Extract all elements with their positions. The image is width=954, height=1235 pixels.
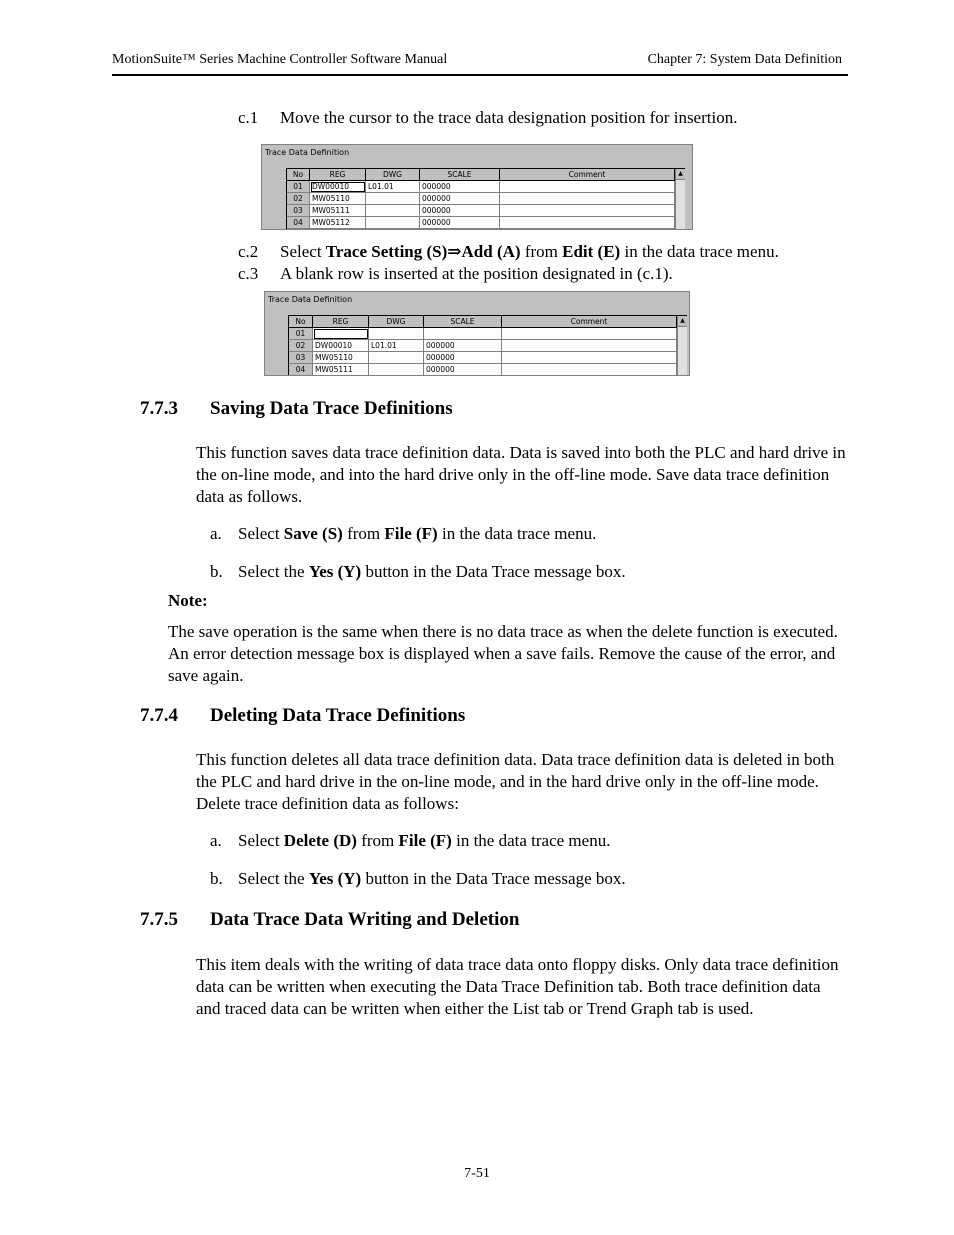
dwg-cell[interactable]: L01.01 bbox=[366, 181, 420, 193]
step-pre: Select the bbox=[238, 562, 309, 581]
scale-cell[interactable]: 000000 bbox=[420, 181, 500, 193]
menu-path-trace-setting-add: Trace Setting (S)⇒Add (A) bbox=[325, 242, 521, 261]
note-paragraph: The save operation is the same when there is no data trace as when the delete function is executed. An error detection message box is displayed when a save fails. Remove the cause of the error, and save again. bbox=[168, 622, 838, 685]
step-c2-pre: Select bbox=[280, 242, 326, 261]
comment-cell[interactable] bbox=[500, 181, 675, 193]
section-number: 7.7.3 bbox=[140, 398, 178, 419]
scale-cell[interactable]: 000000 bbox=[424, 340, 502, 352]
vertical-scrollbar[interactable] bbox=[675, 169, 685, 229]
menu-file: File (F) bbox=[398, 831, 452, 850]
dwg-cell[interactable] bbox=[369, 364, 424, 376]
dwg-cell[interactable] bbox=[369, 352, 424, 364]
comment-cell[interactable] bbox=[502, 328, 677, 340]
step-mid: from bbox=[342, 524, 385, 543]
section-heading-7-7-3 bbox=[140, 398, 453, 420]
col-dwg: DWG bbox=[366, 169, 420, 181]
row-no: 04 bbox=[289, 364, 313, 376]
menu-save: Save (S) bbox=[283, 524, 343, 543]
step-letter: a. bbox=[210, 831, 222, 850]
vertical-scrollbar[interactable] bbox=[677, 316, 687, 375]
col-reg: REG bbox=[313, 316, 369, 328]
step-post: button in the Data Trace message box. bbox=[361, 562, 626, 581]
reg-cell[interactable]: MW05111 bbox=[313, 364, 369, 376]
step-c3-text: A blank row is inserted at the position designated in (c.1). bbox=[280, 264, 673, 283]
row-no: 01 bbox=[287, 181, 310, 193]
dwg-cell[interactable] bbox=[366, 193, 420, 205]
step-pre: Select bbox=[238, 524, 284, 543]
section-heading-7-7-5 bbox=[140, 909, 519, 931]
dwg-cell[interactable] bbox=[369, 328, 424, 340]
comment-cell[interactable] bbox=[500, 217, 675, 229]
step-c2-post: in the data trace menu. bbox=[620, 242, 779, 261]
step-mid: from bbox=[356, 831, 399, 850]
reg-cell[interactable]: DW00010 bbox=[313, 340, 369, 352]
section-7-7-3-step-b bbox=[210, 562, 626, 582]
dwg-cell[interactable] bbox=[366, 205, 420, 217]
dwg-cell[interactable] bbox=[366, 217, 420, 229]
trace-definition-grid-1 bbox=[286, 168, 685, 230]
step-c1-number: c.1 bbox=[238, 108, 259, 127]
reg-cell[interactable]: MW05112 bbox=[310, 217, 366, 229]
col-reg: REG bbox=[310, 169, 366, 181]
section-7-7-3-step-a bbox=[210, 524, 596, 544]
col-dwg: DWG bbox=[369, 316, 424, 328]
comment-cell[interactable] bbox=[502, 352, 677, 364]
col-scale: SCALE bbox=[420, 169, 500, 181]
scale-cell[interactable]: 000000 bbox=[420, 217, 500, 229]
step-c2-number: c.2 bbox=[238, 242, 259, 261]
step-post: in the data trace menu. bbox=[451, 831, 611, 850]
step-letter: b. bbox=[210, 562, 223, 581]
row-no: 03 bbox=[287, 205, 310, 217]
menu-delete: Delete (D) bbox=[283, 831, 357, 850]
step-letter: a. bbox=[210, 524, 222, 543]
step-letter: b. bbox=[210, 869, 223, 888]
scale-cell[interactable]: 000000 bbox=[424, 352, 502, 364]
window-title: Trace Data Definition bbox=[265, 148, 350, 157]
comment-cell[interactable] bbox=[500, 205, 675, 217]
step-c1-text: Move the cursor to the trace data designation position for insertion. bbox=[280, 108, 738, 127]
header-manual-title: MotionSuite™ Series Machine Controller Software Manual bbox=[112, 52, 448, 67]
comment-cell[interactable] bbox=[502, 364, 677, 376]
scale-cell[interactable]: 000000 bbox=[420, 205, 500, 217]
step-c1 bbox=[238, 108, 737, 128]
step-c2 bbox=[238, 242, 779, 262]
step-pre: Select bbox=[238, 831, 284, 850]
reg-cell[interactable]: MW05110 bbox=[313, 352, 369, 364]
section-7-7-3-paragraph: This function saves data trace definition data. Data is saved into both the PLC and hard drive in the on-line mode, and into the hard drive only in the off-line mode. Save data trace definition data as follows. bbox=[196, 443, 846, 506]
comment-cell[interactable] bbox=[500, 193, 675, 205]
scale-cell[interactable]: 000000 bbox=[424, 364, 502, 376]
scroll-up-arrow-icon[interactable]: ▲ bbox=[676, 169, 685, 180]
section-heading-7-7-4 bbox=[140, 705, 465, 727]
reg-cell[interactable]: MW05111 bbox=[310, 205, 366, 217]
scale-cell[interactable] bbox=[424, 328, 502, 340]
dwg-cell[interactable]: L01.01 bbox=[369, 340, 424, 352]
page-number: 7-51 bbox=[464, 1166, 490, 1181]
yes-button-label: Yes (Y) bbox=[308, 869, 362, 888]
header-rule bbox=[112, 74, 848, 76]
section-title: Saving Data Trace Definitions bbox=[210, 398, 453, 419]
reg-cell[interactable]: MW05110 bbox=[310, 193, 366, 205]
section-7-7-4-paragraph: This function deletes all data trace definition data. Data trace definition data is deleted in both the PLC and hard drive in the on-line mode, and in the hard drive only in the off-line mode. Delete trace definition data as follows: bbox=[196, 750, 835, 813]
section-7-7-4-step-a bbox=[210, 831, 610, 851]
menu-edit: Edit (E) bbox=[562, 242, 621, 261]
section-title: Data Trace Data Writing and Deletion bbox=[210, 909, 520, 930]
comment-cell[interactable] bbox=[502, 340, 677, 352]
col-no: No bbox=[287, 169, 310, 181]
col-comment: Comment bbox=[502, 316, 677, 328]
step-c3 bbox=[238, 264, 673, 284]
yes-button-label: Yes (Y) bbox=[308, 562, 362, 581]
menu-file: File (F) bbox=[384, 524, 438, 543]
row-no: 03 bbox=[289, 352, 313, 364]
col-comment: Comment bbox=[500, 169, 675, 181]
scroll-up-arrow-icon[interactable]: ▲ bbox=[678, 316, 687, 327]
step-c3-number: c.3 bbox=[238, 264, 259, 283]
window-title: Trace Data Definition bbox=[268, 295, 353, 304]
section-title: Deleting Data Trace Definitions bbox=[210, 705, 466, 726]
reg-cell[interactable]: DW00010 bbox=[310, 181, 366, 193]
row-no: 04 bbox=[287, 217, 310, 229]
step-post: button in the Data Trace message box. bbox=[361, 869, 626, 888]
step-pre: Select the bbox=[238, 869, 309, 888]
trace-definition-grid-2 bbox=[288, 315, 687, 376]
section-number: 7.7.4 bbox=[140, 705, 178, 726]
scale-cell[interactable]: 000000 bbox=[420, 193, 500, 205]
step-c2-mid: from bbox=[520, 242, 563, 261]
section-7-7-4-step-b bbox=[210, 869, 626, 889]
col-scale: SCALE bbox=[424, 316, 502, 328]
row-no: 01 bbox=[289, 328, 313, 340]
row-no: 02 bbox=[289, 340, 313, 352]
reg-cell[interactable] bbox=[313, 328, 369, 340]
col-no: No bbox=[289, 316, 313, 328]
trace-definition-window-2 bbox=[264, 291, 690, 376]
section-number: 7.7.5 bbox=[140, 909, 178, 930]
header-chapter-title: Chapter 7: System Data Definition bbox=[647, 52, 842, 67]
note-label: Note: bbox=[168, 591, 208, 610]
trace-definition-window-1 bbox=[261, 144, 693, 230]
section-7-7-5-paragraph: This item deals with the writing of data trace data onto floppy disks. Only data trace definition data can be written when executing the Data Trace Definition tab. Both trace definition data and traced data can be written when either the List tab or Trend Graph tab is used. bbox=[196, 955, 839, 1018]
step-post: in the data trace menu. bbox=[437, 524, 597, 543]
row-no: 02 bbox=[287, 193, 310, 205]
